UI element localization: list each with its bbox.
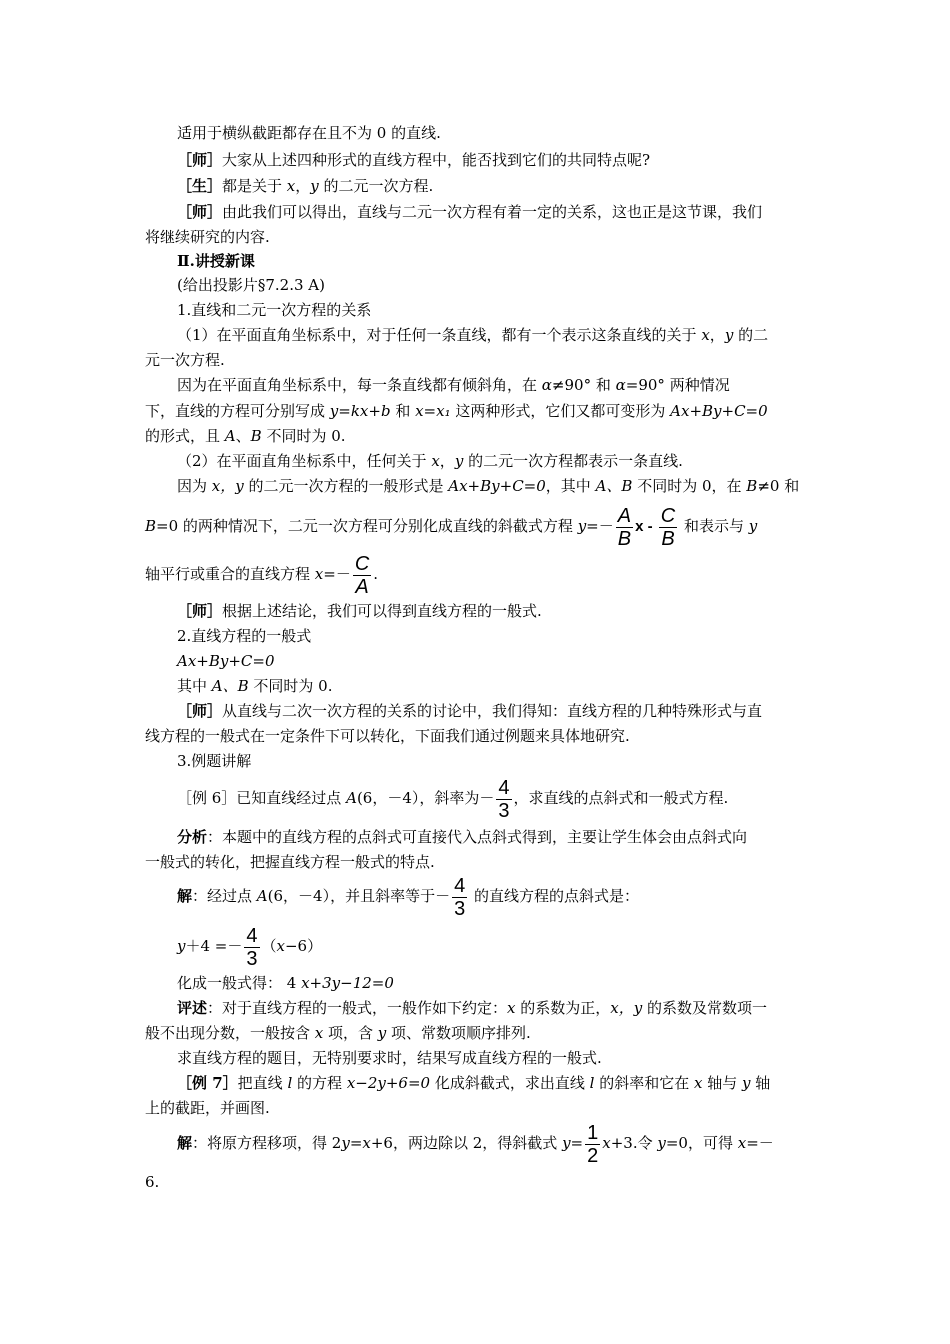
text-line [145, 426, 346, 446]
math-expr: x+3y−12=0 [301, 974, 394, 992]
math-var: l [287, 1074, 293, 1092]
math-var: α [615, 376, 626, 394]
fraction-numerator: 1 [587, 1121, 599, 1144]
fraction-numerator: 4 [246, 924, 258, 947]
text: 轴平行或重合的直线方程 [145, 565, 315, 583]
text: 的系数为正， [515, 999, 611, 1017]
text: 的二元一次方程的一般形式是 [243, 477, 449, 495]
fraction-denominator: 3 [246, 947, 258, 970]
text-line [177, 827, 747, 847]
math-var: x [694, 1074, 703, 1092]
text: 的二元一次方程都表示一条直线. [463, 452, 683, 470]
text-line [177, 676, 333, 696]
speaker-tag: ［师］ [177, 203, 223, 221]
text-line [145, 350, 225, 370]
math-var: x [737, 1134, 747, 1152]
label-solution: 解 [177, 1134, 193, 1152]
text: 的二元一次方程. [318, 177, 434, 195]
math-var: A [224, 427, 236, 445]
math-var: y [341, 1134, 350, 1152]
text: 项、常数项顺序排列. [386, 1024, 531, 1042]
text: ：将原方程移项，得 2 [192, 1134, 342, 1152]
text: 其中 [177, 677, 212, 695]
text: +6，两边除以 2，得斜截式 [370, 1134, 563, 1152]
fraction [585, 1122, 600, 1167]
text-line [177, 176, 433, 196]
math-expr: y=kx+b [329, 402, 391, 420]
label-solution: 解 [177, 887, 193, 905]
fraction-denominator: B [617, 527, 632, 550]
section-heading [177, 251, 255, 271]
text-line [177, 375, 730, 395]
text: 的直线方程的点斜式是： [469, 887, 639, 905]
text: 般不出现分数，一般按含 [145, 1024, 315, 1042]
text-line [177, 774, 728, 822]
text: ，其中 [545, 477, 596, 495]
fraction [353, 553, 371, 598]
text-line [177, 300, 371, 320]
fraction-denominator: A [353, 575, 371, 598]
text: (6，－4），斜率为－ [356, 789, 495, 807]
fraction-numerator: C [354, 552, 370, 575]
text: 把直线 [237, 1074, 288, 1092]
fraction-denominator: 3 [454, 897, 466, 920]
text: 6. [145, 1173, 160, 1191]
text-line [145, 227, 270, 247]
text-line [177, 451, 683, 471]
math-var: B [250, 427, 262, 445]
text: ≠0 和 [757, 477, 800, 495]
text: ≠90° 和 [551, 376, 616, 394]
text-line [177, 701, 762, 721]
math-var: y [377, 1024, 387, 1042]
text-line [177, 626, 311, 646]
math-var: y [562, 1134, 571, 1152]
text: 适用于横纵截距都存在且不为 0 的直线. [177, 124, 441, 142]
text: 因为 [177, 477, 212, 495]
text: 和 [390, 402, 416, 420]
text-line [177, 1119, 774, 1167]
math-expr: Ax+By+C=0 [670, 402, 768, 420]
text-line [145, 1023, 531, 1043]
math-var: B [145, 517, 157, 535]
text: ，求直线的点斜式和一般式方程. [513, 789, 729, 807]
math-expr: A、B [211, 677, 249, 695]
text: 不同时为 0. [261, 427, 346, 445]
math-var: α [541, 376, 552, 394]
text: 的方程 [292, 1074, 347, 1092]
text: +3.令 [610, 1134, 658, 1152]
math-var: x [431, 452, 440, 470]
text: = [570, 1134, 584, 1152]
text: (6，－4），并且斜率等于－ [267, 887, 451, 905]
text: ， [295, 177, 311, 195]
text: ：经过点 [192, 887, 257, 905]
fraction-denominator: 3 [498, 799, 510, 822]
text: = [349, 1134, 363, 1152]
math-var: x [276, 937, 285, 955]
text: （ [261, 937, 277, 955]
text: Ⅱ.讲授新课 [177, 252, 255, 270]
fraction-denominator: 2 [587, 1144, 599, 1167]
text-line [177, 202, 762, 222]
fraction [244, 925, 259, 970]
text: 因为在平面直角坐标系中，每一条直线都有倾斜角，在 [177, 376, 542, 394]
speaker-tag: ［师］ [177, 702, 223, 720]
text: =0，可得 [665, 1134, 738, 1152]
text: . [373, 565, 379, 583]
text-line [177, 601, 542, 621]
text: (给出投影片§7.2.3 A) [177, 276, 325, 294]
text-line [177, 476, 799, 496]
math-expr: x，y [211, 477, 244, 495]
text: =－ [746, 1134, 774, 1152]
text-line [177, 973, 394, 993]
math-var: y [724, 326, 734, 344]
text: ：对于直线方程的一般式，一般作如下约定： [207, 999, 508, 1017]
math-var: y [657, 1134, 666, 1152]
text: 从直线与二次一次方程的关系的讨论中，我们得知：直线方程的几种特殊形式与直 [222, 702, 763, 720]
speaker-tag: ［师］ [177, 602, 223, 620]
text: =90° 两种情况 [625, 376, 730, 394]
text: 3.例题讲解 [177, 752, 252, 770]
text: 不同时为 0. [248, 677, 333, 695]
text-line [177, 1048, 602, 1068]
math-var: x [314, 565, 324, 583]
text-line [177, 150, 650, 170]
math-expr: x - [635, 518, 657, 535]
fraction [616, 505, 633, 550]
math-var: x [507, 999, 516, 1017]
text-line [145, 852, 435, 872]
label-comment: 评述 [177, 999, 208, 1017]
fraction [659, 505, 677, 550]
fraction-numerator: 4 [454, 874, 466, 897]
text: ， [439, 452, 455, 470]
math-var: B [746, 477, 758, 495]
label-analysis: 分析 [177, 828, 208, 846]
speaker-tag: ［师］ [177, 151, 223, 169]
text: 这两种形式，它们又都可变形为 [450, 402, 671, 420]
math-var: x [602, 1134, 611, 1152]
text: （2）在平面直角坐标系中，任何关于 [177, 452, 432, 470]
text: 的系数及常数项一 [642, 999, 767, 1017]
text: 轴与 [702, 1074, 743, 1092]
fraction [496, 777, 511, 822]
math-var: x [362, 1134, 371, 1152]
math-var: y [310, 177, 319, 195]
math-var: y [742, 1074, 751, 1092]
fraction-numerator: C [660, 504, 676, 527]
fraction [452, 875, 467, 920]
text: 化成一般式得： 4 [177, 974, 302, 992]
fraction-numerator: A [617, 504, 632, 527]
text: 由此我们可以得出，直线与二元一次方程有着一定的关系，这也正是这节课，我们 [222, 203, 763, 221]
text-line [177, 751, 251, 771]
math-expr: x−2y+6=0 [346, 1074, 431, 1092]
text: 都是关于 [222, 177, 287, 195]
fraction-numerator: 4 [498, 776, 510, 799]
text: 和表示与 [679, 517, 749, 535]
text: 、 [235, 427, 251, 445]
text: 下，直线的方程可分别写成 [145, 402, 330, 420]
text: ：本题中的直线方程的点斜式可直接代入点斜式得到，主要让学生体会由点斜式向 [207, 828, 748, 846]
text: 大家从上述四种形式的直线方程中，能否找到它们的共同特点呢? [222, 151, 651, 169]
text-line [145, 401, 768, 421]
math-expr: Ax+By+C=0 [177, 652, 275, 670]
text: 线方程的一般式在一定条件下可以转化，下面我们通过例题来具体地研究. [145, 727, 630, 745]
math-expr: Ax+By+C=0 [448, 477, 546, 495]
formula-line [177, 651, 275, 671]
text: 化成斜截式，求出直线 [430, 1074, 590, 1092]
math-var: x [701, 326, 710, 344]
math-var: y [577, 517, 587, 535]
text-line [177, 1073, 770, 1093]
math-var: x [314, 1024, 324, 1042]
formula-line [177, 922, 322, 970]
text-line [177, 998, 767, 1018]
text-line [177, 123, 441, 143]
text: 2.直线方程的一般式 [177, 627, 312, 645]
text: 的斜率和它在 [594, 1074, 694, 1092]
text: ＋4 =－ [185, 937, 243, 955]
text: ， [709, 326, 725, 344]
text-line [177, 275, 325, 295]
math-var: y [177, 937, 186, 955]
text: 1.直线和二元一次方程的关系 [177, 301, 372, 319]
text-line [177, 325, 768, 345]
math-var: x [286, 177, 296, 195]
text: =－ [586, 517, 614, 535]
text: 一般式的转化，把握直线方程一般式的特点. [145, 853, 435, 871]
text-line [145, 550, 378, 598]
text: 根据上述结论，我们可以得到直线方程的一般式. [222, 602, 542, 620]
math-var: l [589, 1074, 595, 1092]
speaker-tag: ［生］ [177, 177, 223, 195]
text-line [145, 502, 757, 551]
math-expr: x，y [610, 999, 643, 1017]
text: −6） [284, 937, 323, 955]
text: 的形式，且 [145, 427, 225, 445]
math-expr: A、B [595, 477, 633, 495]
text: 项，含 [323, 1024, 378, 1042]
text-line [145, 726, 630, 746]
math-expr: x=x₁ [415, 402, 451, 420]
example-tag: ［例 7］ [177, 1074, 238, 1092]
text: （1）在平面直角坐标系中，对于任何一条直线，都有一个表示这条直线的关于 [177, 326, 702, 344]
math-var: y [454, 452, 464, 470]
text: 将继续研究的内容. [145, 228, 270, 246]
math-var: A [256, 887, 268, 905]
text: 元一次方程. [145, 351, 225, 369]
text: 不同时为 0，在 [632, 477, 747, 495]
text-line [145, 1098, 270, 1118]
text-line [177, 872, 639, 920]
text: =－ [323, 565, 351, 583]
math-var: A [346, 789, 357, 807]
text: 上的截距，并画图. [145, 1099, 270, 1117]
text: 求直线方程的题目，无特别要求时，结果写成直线方程的一般式. [177, 1049, 602, 1067]
fraction-denominator: B [659, 527, 677, 550]
text: =0 的两种情况下，二元一次方程可分别化成直线的斜截式方程 [156, 517, 578, 535]
text: 的二 [733, 326, 769, 344]
text: ［例 6］已知直线经过点 [177, 789, 347, 807]
math-var: y [748, 517, 758, 535]
text-line [145, 1172, 159, 1192]
text: 轴 [750, 1074, 771, 1092]
